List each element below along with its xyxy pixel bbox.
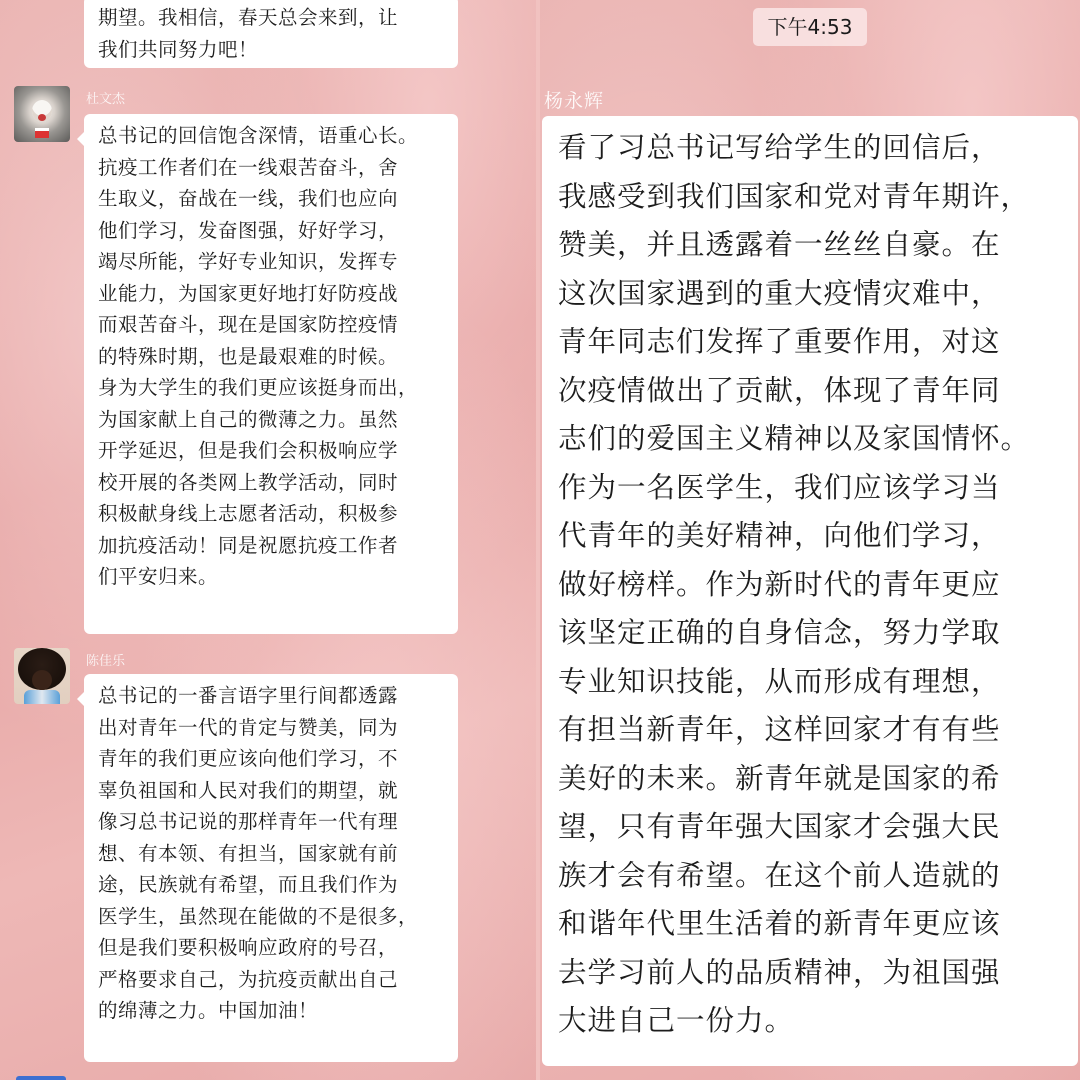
avatar-mouth — [38, 114, 46, 121]
message-bubble[interactable] — [542, 116, 1078, 1066]
message-line: 该坚定正确的自身信念，努力学取 — [558, 616, 1001, 649]
message-line: 青年的我们更应该向他们学习，不 — [98, 747, 399, 770]
avatar-face — [32, 670, 52, 690]
message-line: 生取义，奋战在一线，我们也应向 — [98, 187, 399, 210]
timestamp-label: 下午4:53 — [753, 8, 867, 46]
next-avatar-partial[interactable] — [16, 1076, 66, 1080]
cat-astronaut-avatar[interactable] — [14, 86, 70, 142]
sender-name: 陈佳乐 — [86, 654, 126, 669]
message-line: 大进自己一份力。 — [558, 1004, 795, 1037]
message-line: 抗疫工作者们在一线艰苦奋斗，舍 — [98, 155, 399, 179]
message-line: 医学生，虽然现在能做的不是很多， — [98, 904, 419, 928]
message-line: 这次国家遇到的重大疫情灾难中， — [558, 276, 1001, 310]
message-line: 们平安归来。 — [98, 565, 219, 588]
message-line: 志们的爱国主义精神以及家国情怀。 — [558, 422, 1031, 455]
sender-name: 杨永辉 — [544, 90, 605, 112]
message-line: 代青年的美好精神，向他们学习， — [558, 519, 1001, 552]
message-line: 总书记的一番言语字里行间都透露 — [98, 684, 399, 707]
right-chat-panel — [540, 0, 1080, 1080]
message-line: 业能力，为国家更好地打好防疫战 — [98, 281, 399, 305]
message-bubble[interactable] — [84, 114, 458, 634]
message-line: 期望。我相信，春天总会来到，让 — [98, 6, 399, 29]
message-line: 积极献身线上志愿者活动，积极参 — [98, 502, 399, 525]
message-line: 加抗疫活动！同是祝愿抗疫工作者 — [98, 533, 399, 557]
message-line: 专业知识技能，从而形成有理想， — [558, 664, 1001, 698]
message-line: 总书记的回信饱含深情，语重心长。 — [98, 124, 419, 147]
sender-name: 杜文杰 — [86, 92, 126, 107]
afro-child-avatar[interactable] — [14, 648, 70, 704]
message-line: 去学习前人的品质精神，为祖国强 — [558, 955, 1001, 989]
message-line: 做好榜样。作为新时代的青年更应 — [558, 567, 1001, 601]
left-chat-panel — [0, 0, 536, 1080]
message-line: 身为大学生的我们更应该挺身而出， — [98, 376, 419, 399]
message-line: 出对青年一代的肯定与赞美，同为 — [98, 715, 399, 739]
message-line: 校开展的各类网上教学活动，同时 — [98, 470, 399, 494]
message-line: 望，只有青年强大国家才会强大民 — [558, 810, 1001, 843]
message-line: 的特殊时期，也是最艰难的时候。 — [98, 344, 399, 368]
message-bubble[interactable] — [84, 674, 458, 1062]
message-line: 像习总书记说的那样青年一代有理 — [98, 810, 399, 833]
message-line: 青年同志们发挥了重要作用，对这 — [558, 325, 1001, 358]
message-line: 作为一名医学生，我们应该学习当 — [558, 470, 1001, 504]
message-line: 次疫情做出了贡献，体现了青年同 — [558, 373, 1001, 407]
message-line: 而艰苦奋斗，现在是国家防控疫情 — [98, 313, 399, 336]
message-line: 想、有本领、有担当，国家就有前 — [98, 841, 399, 865]
message-line: 和谐年代里生活着的新青年更应该 — [558, 907, 1001, 940]
message-line: 有担当新青年，这样回家才有有些 — [558, 713, 1001, 746]
message-line: 竭尽所能，学好专业知识，发挥专 — [98, 250, 399, 273]
message-line: 辜负祖国和人民对我们的期望，就 — [98, 778, 399, 802]
message-line: 看了习总书记写给学生的回信后， — [558, 131, 1001, 164]
message-line: 我们共同努力吧！ — [98, 37, 259, 61]
message-line: 美好的未来。新青年就是国家的希 — [558, 761, 1001, 795]
message-line: 族才会有希望。在这个前人造就的 — [558, 858, 1001, 892]
message-bubble[interactable] — [84, 0, 458, 68]
message-line: 的绵薄之力。中国加油！ — [98, 999, 319, 1022]
message-line: 途，民族就有希望，而且我们作为 — [98, 873, 399, 896]
message-line: 为国家献上自己的微薄之力。虽然 — [98, 407, 399, 431]
message-line: 赞美，并且透露着一丝丝自豪。在 — [558, 228, 1001, 261]
avatar-shirt — [24, 690, 60, 704]
message-line: 开学延迟，但是我们会积极响应学 — [98, 439, 399, 462]
avatar-badge — [35, 128, 49, 138]
message-line: 但是我们要积极响应政府的号召， — [98, 936, 399, 959]
message-line: 他们学习，发奋图强，好好学习， — [98, 218, 399, 242]
message-line: 我感受到我们国家和党对青年期许， — [558, 179, 1031, 213]
message-line: 严格要求自己，为抗疫贡献出自己 — [98, 967, 399, 991]
